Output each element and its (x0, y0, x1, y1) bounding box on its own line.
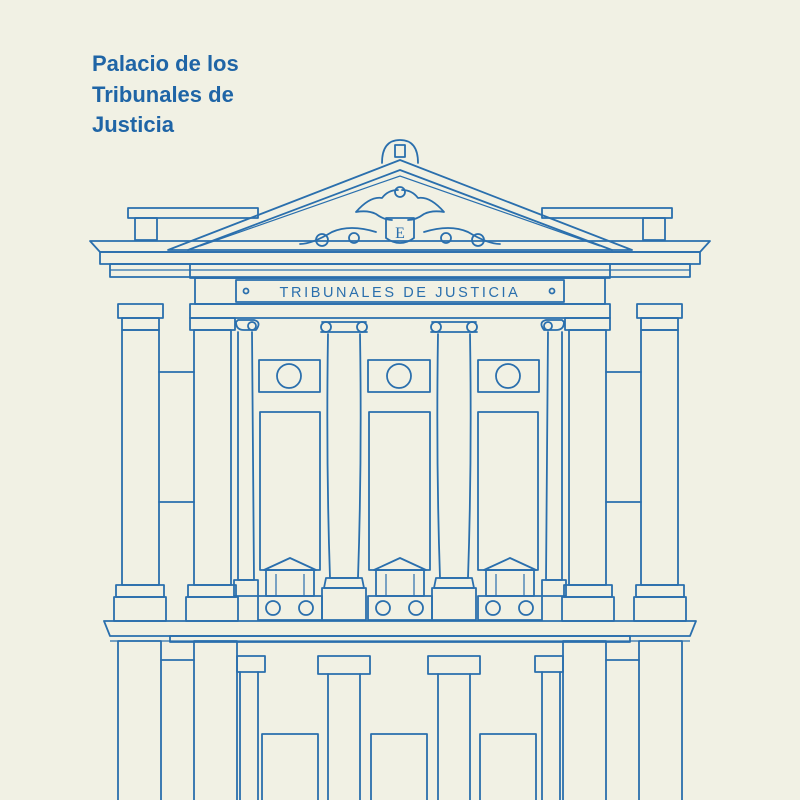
shield-letter: E (395, 225, 405, 242)
outer-pilasters (114, 304, 686, 621)
balconies (258, 596, 542, 620)
lower-cornice (104, 621, 696, 642)
title-line-1: Palacio de los (92, 51, 239, 76)
window-bays (259, 360, 539, 596)
title-line-3: Justicia (92, 112, 174, 137)
frieze-inscription: TRIBUNALES DE JUSTICIA (279, 285, 521, 301)
title-line-2: Tribunales de (92, 81, 234, 107)
entablature (190, 264, 610, 318)
ground-floor (118, 641, 682, 800)
pediment (168, 140, 632, 250)
